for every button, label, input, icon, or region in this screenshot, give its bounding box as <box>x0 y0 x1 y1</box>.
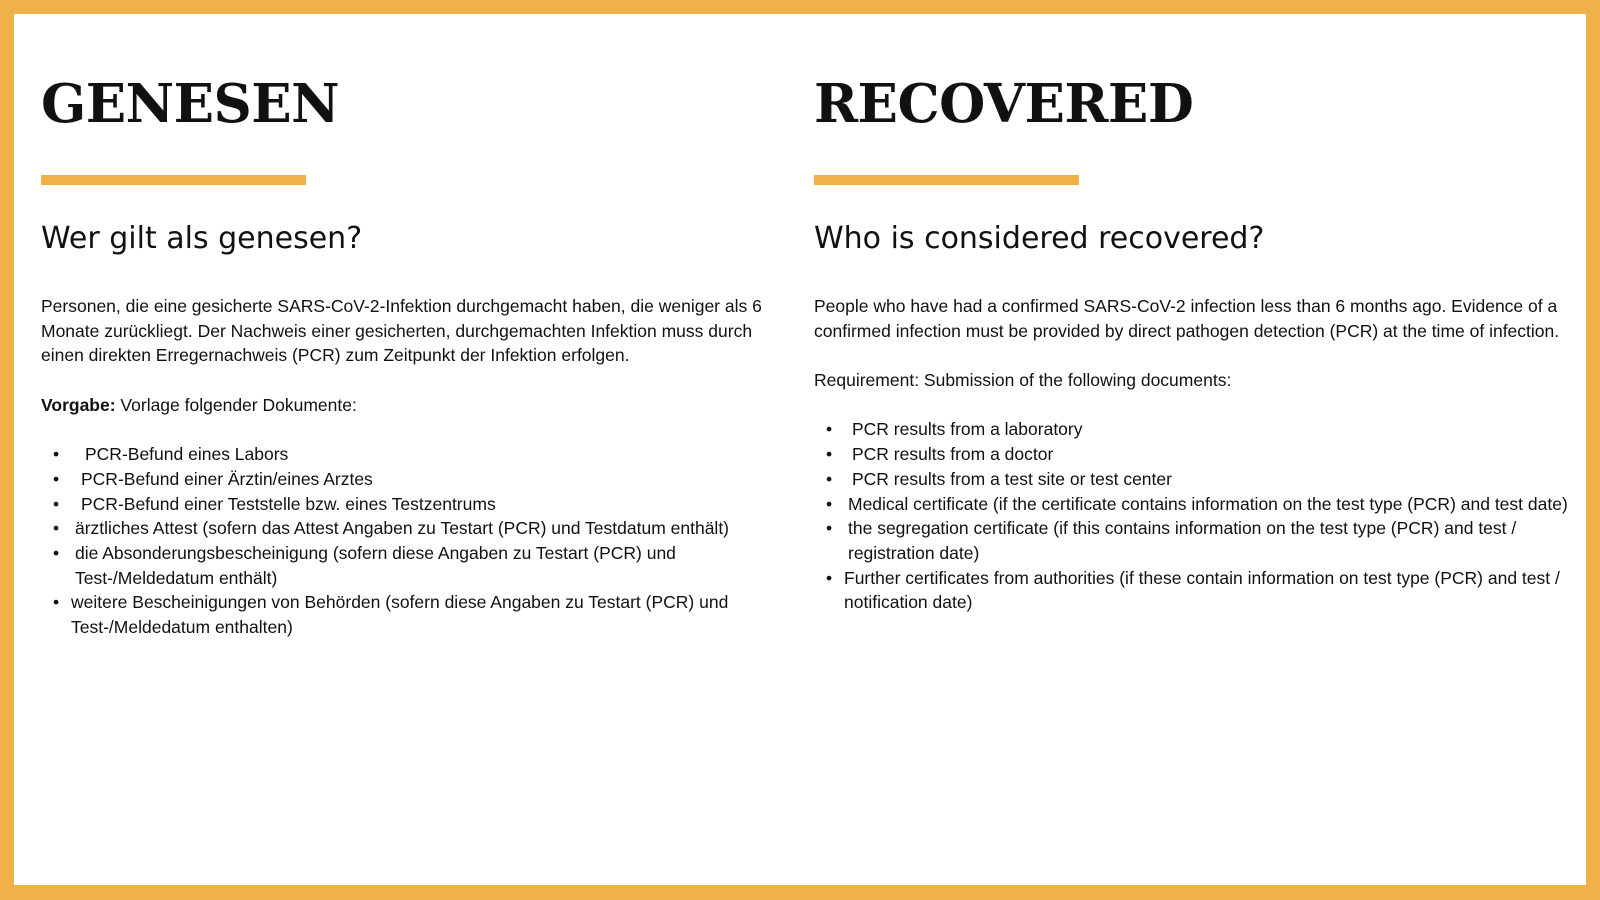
list-item-text: Further certificates from authorities (if these contain information on test type (PCR) and test / notification date) <box>844 567 1560 613</box>
english-title: RECOVERED <box>814 73 1194 135</box>
spacer <box>41 368 786 393</box>
german-requirement <box>41 393 786 418</box>
english-document-list <box>814 417 1574 615</box>
german-requirement-label: Vorgabe: <box>41 394 116 415</box>
bullet-icon: • <box>53 543 60 563</box>
spacer <box>814 393 1574 418</box>
list-item <box>41 590 786 639</box>
list-item-text: PCR-Befund einer Teststelle bzw. eines Testzentrums <box>81 493 496 514</box>
german-body <box>41 294 786 640</box>
list-item-text: weitere Bescheinigungen von Behörden (sofern diese Angaben zu Testart (PCR) und Test-/Meldedatum enthalten) <box>71 592 729 638</box>
spacer <box>814 343 1574 368</box>
german-accent-bar <box>41 175 306 185</box>
list-item <box>814 516 1574 565</box>
list-item <box>814 566 1574 615</box>
german-document-list <box>41 442 786 640</box>
english-subtitle: Who is considered recovered? <box>814 221 1265 256</box>
bullet-icon: • <box>53 468 60 489</box>
german-intro: Personen, die eine gesicherte SARS-CoV-2-Infektion durchgemacht haben, die weniger als 6 Monate zurückliegt. Der Nachweis einer gesicherten, durchgemachten Infektion muss durch einen direkten Erregernachweis (PCR) zum Zeitpunkt der Infektion erfolgen. <box>41 296 762 366</box>
german-subtitle: Wer gilt als genesen? <box>41 221 363 256</box>
list-item-text: PCR-Befund eines Labors <box>85 444 289 465</box>
english-accent-bar <box>814 175 1079 185</box>
bullet-icon: • <box>826 468 833 489</box>
list-item <box>814 417 1574 442</box>
bullet-icon: • <box>53 444 60 465</box>
bullet-icon: • <box>53 592 60 613</box>
list-item-text: Medical certificate (if the certificate contains information on the test type (PCR) and test date) <box>848 493 1568 514</box>
bullet-icon: • <box>826 419 833 440</box>
list-item-text: die Absonderungsbescheinigung (sofern diese Angaben zu Testart (PCR) und Test-/Meldedatum enthält) <box>75 543 676 588</box>
bullet-icon: • <box>826 493 833 514</box>
list-item <box>41 467 786 492</box>
spacer <box>41 418 786 443</box>
list-item-text: PCR-Befund einer Ärztin/eines Arztes <box>81 468 373 489</box>
english-body <box>814 294 1574 615</box>
list-item <box>41 442 786 467</box>
list-item <box>814 442 1574 467</box>
list-item <box>41 516 786 541</box>
list-item-text: PCR results from a test site or test center <box>852 468 1172 489</box>
list-item-text: PCR results from a doctor <box>852 444 1054 465</box>
german-title: GENESEN <box>41 73 340 135</box>
bullet-icon: • <box>826 518 833 539</box>
german-requirement-text: Vorlage folgender Dokumente: <box>120 394 357 415</box>
list-item <box>814 492 1574 517</box>
english-requirement: Requirement: Submission of the following documents: <box>814 370 1232 391</box>
bullet-icon: • <box>826 567 833 588</box>
bullet-icon: • <box>53 493 60 514</box>
list-item <box>814 467 1574 492</box>
bullet-icon: • <box>826 444 833 465</box>
bullet-icon: • <box>53 518 60 539</box>
english-intro: People who have had a confirmed SARS-CoV-2 infection less than 6 months ago. Evidence of a confirmed infection must be provided by direct pathogen detection (PCR) at the time of infection. <box>814 296 1560 341</box>
list-item <box>41 541 786 590</box>
list-item-text: ärztliches Attest (sofern das Attest Angaben zu Testart (PCR) und Testdatum enthält) <box>75 518 730 539</box>
list-item-text: PCR results from a laboratory <box>852 419 1083 440</box>
list-item-text: the segregation certificate (if this contains information on the test type (PCR) and test / registration date) <box>848 518 1517 563</box>
list-item <box>41 492 786 517</box>
